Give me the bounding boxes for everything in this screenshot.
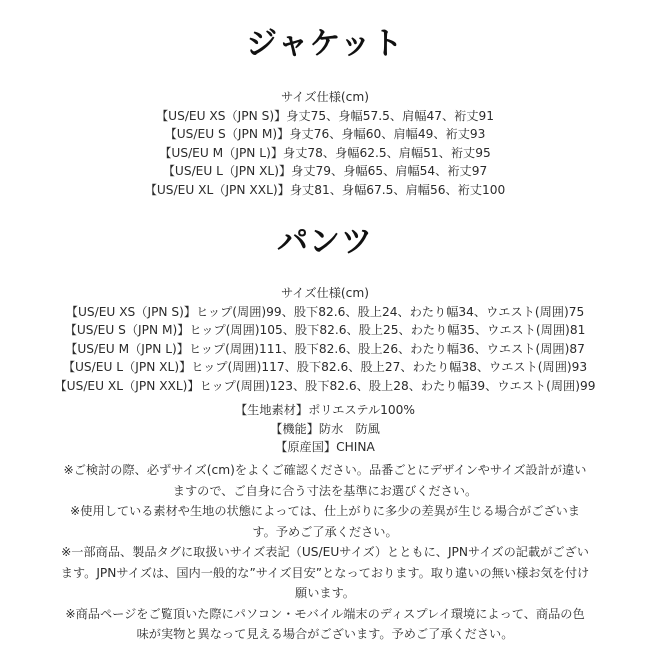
note-line: ※商品ページをご覧頂いた際にパソコン・モバイル端末のディスプレイ環境によって、商品の色 xyxy=(65,606,585,621)
jacket-size-row-m: 【US/EU M（JPN L)】身丈78、身幅62.5、肩幅51、裄丈95 xyxy=(159,145,491,160)
pants-size-row-xs: 【US/EU XS（JPN S)】ヒップ(周囲)99、股下82.6、股上24、わたり幅34、ウエスト(周囲)75 xyxy=(65,304,585,319)
jacket-size-row-s: 【US/EU S（JPN M)】身丈76、身幅60、肩幅49、裄丈93 xyxy=(164,127,486,142)
note-line: ます。JPNサイズは、国内一般的な”サイズ目安”となっております。取り違いの無い様お気を付け xyxy=(60,565,590,580)
jacket-size-spec xyxy=(0,88,650,200)
jacket-size-row-l: 【US/EU L（JPN XL)】身丈79、身幅65、肩幅54、裄丈97 xyxy=(162,164,488,179)
notes-section xyxy=(20,460,630,645)
note-line: す。予めご了承ください。 xyxy=(252,524,398,539)
note-line: ※一部商品、製品タグに取扱いサイズ表記（US/EUサイズ）とともに、JPNサイズの記載がござい xyxy=(61,545,589,559)
pants-size-row-l: 【US/EU L（JPN XL)】ヒップ(周囲)117、股下82.6、股上27、わたり幅38、ウエスト(周囲)93 xyxy=(62,360,588,375)
note-line: 願います。 xyxy=(295,586,355,600)
jacket-heading: ジャケット xyxy=(246,26,404,62)
note-line: ※ご検討の際、必ずサイズ(cm)をよくご確認ください。品番ごとにデザインやサイズ設計が違い xyxy=(63,463,587,477)
note-line: ますので、ご自身に合う寸法を基準にお選びください。 xyxy=(172,483,478,498)
pants-size-row-s: 【US/EU S（JPN M)】ヒップ(周囲)105、股下82.6、股上25、わたり幅35、ウエスト(周囲)81 xyxy=(64,323,586,338)
note-line: 味が実物と異なって見える場合がございます。予めご了承ください。 xyxy=(136,627,514,641)
pants-size-row-m: 【US/EU M（JPN L)】ヒップ(周囲)111、股下82.6、股上26、わたり幅36、ウエスト(周囲)87 xyxy=(65,341,585,356)
note-line: ※使用している素材や生地の状態によっては、仕上がりに多少の差異が生じる場合がございま xyxy=(70,504,580,518)
origin-spec: 【原産国】CHINA xyxy=(275,440,375,455)
pants-size-spec xyxy=(0,284,650,396)
function-spec: 【機能】防水 防風 xyxy=(270,421,380,436)
pants-spec-label: サイズ仕様(cm) xyxy=(280,286,370,300)
jacket-size-row-xl: 【US/EU XL（JPN XXL)】身丈81、身幅67.5、肩幅56、裄丈100 xyxy=(144,182,506,197)
product-specs xyxy=(0,401,650,457)
jacket-spec-label: サイズ仕様(cm) xyxy=(280,90,370,104)
pants-size-row-xl: 【US/EU XL（JPN XXL)】ヒップ(周囲)123、股下82.6、股上28、わたり幅39、ウエスト(周囲)99 xyxy=(54,378,596,393)
material-spec: 【生地素材】ポリエステル100% xyxy=(235,403,415,417)
pants-heading: パンツ xyxy=(277,224,373,260)
jacket-size-row-xs: 【US/EU XS（JPN S)】身丈75、身幅57.5、肩幅47、裄丈91 xyxy=(155,108,495,123)
